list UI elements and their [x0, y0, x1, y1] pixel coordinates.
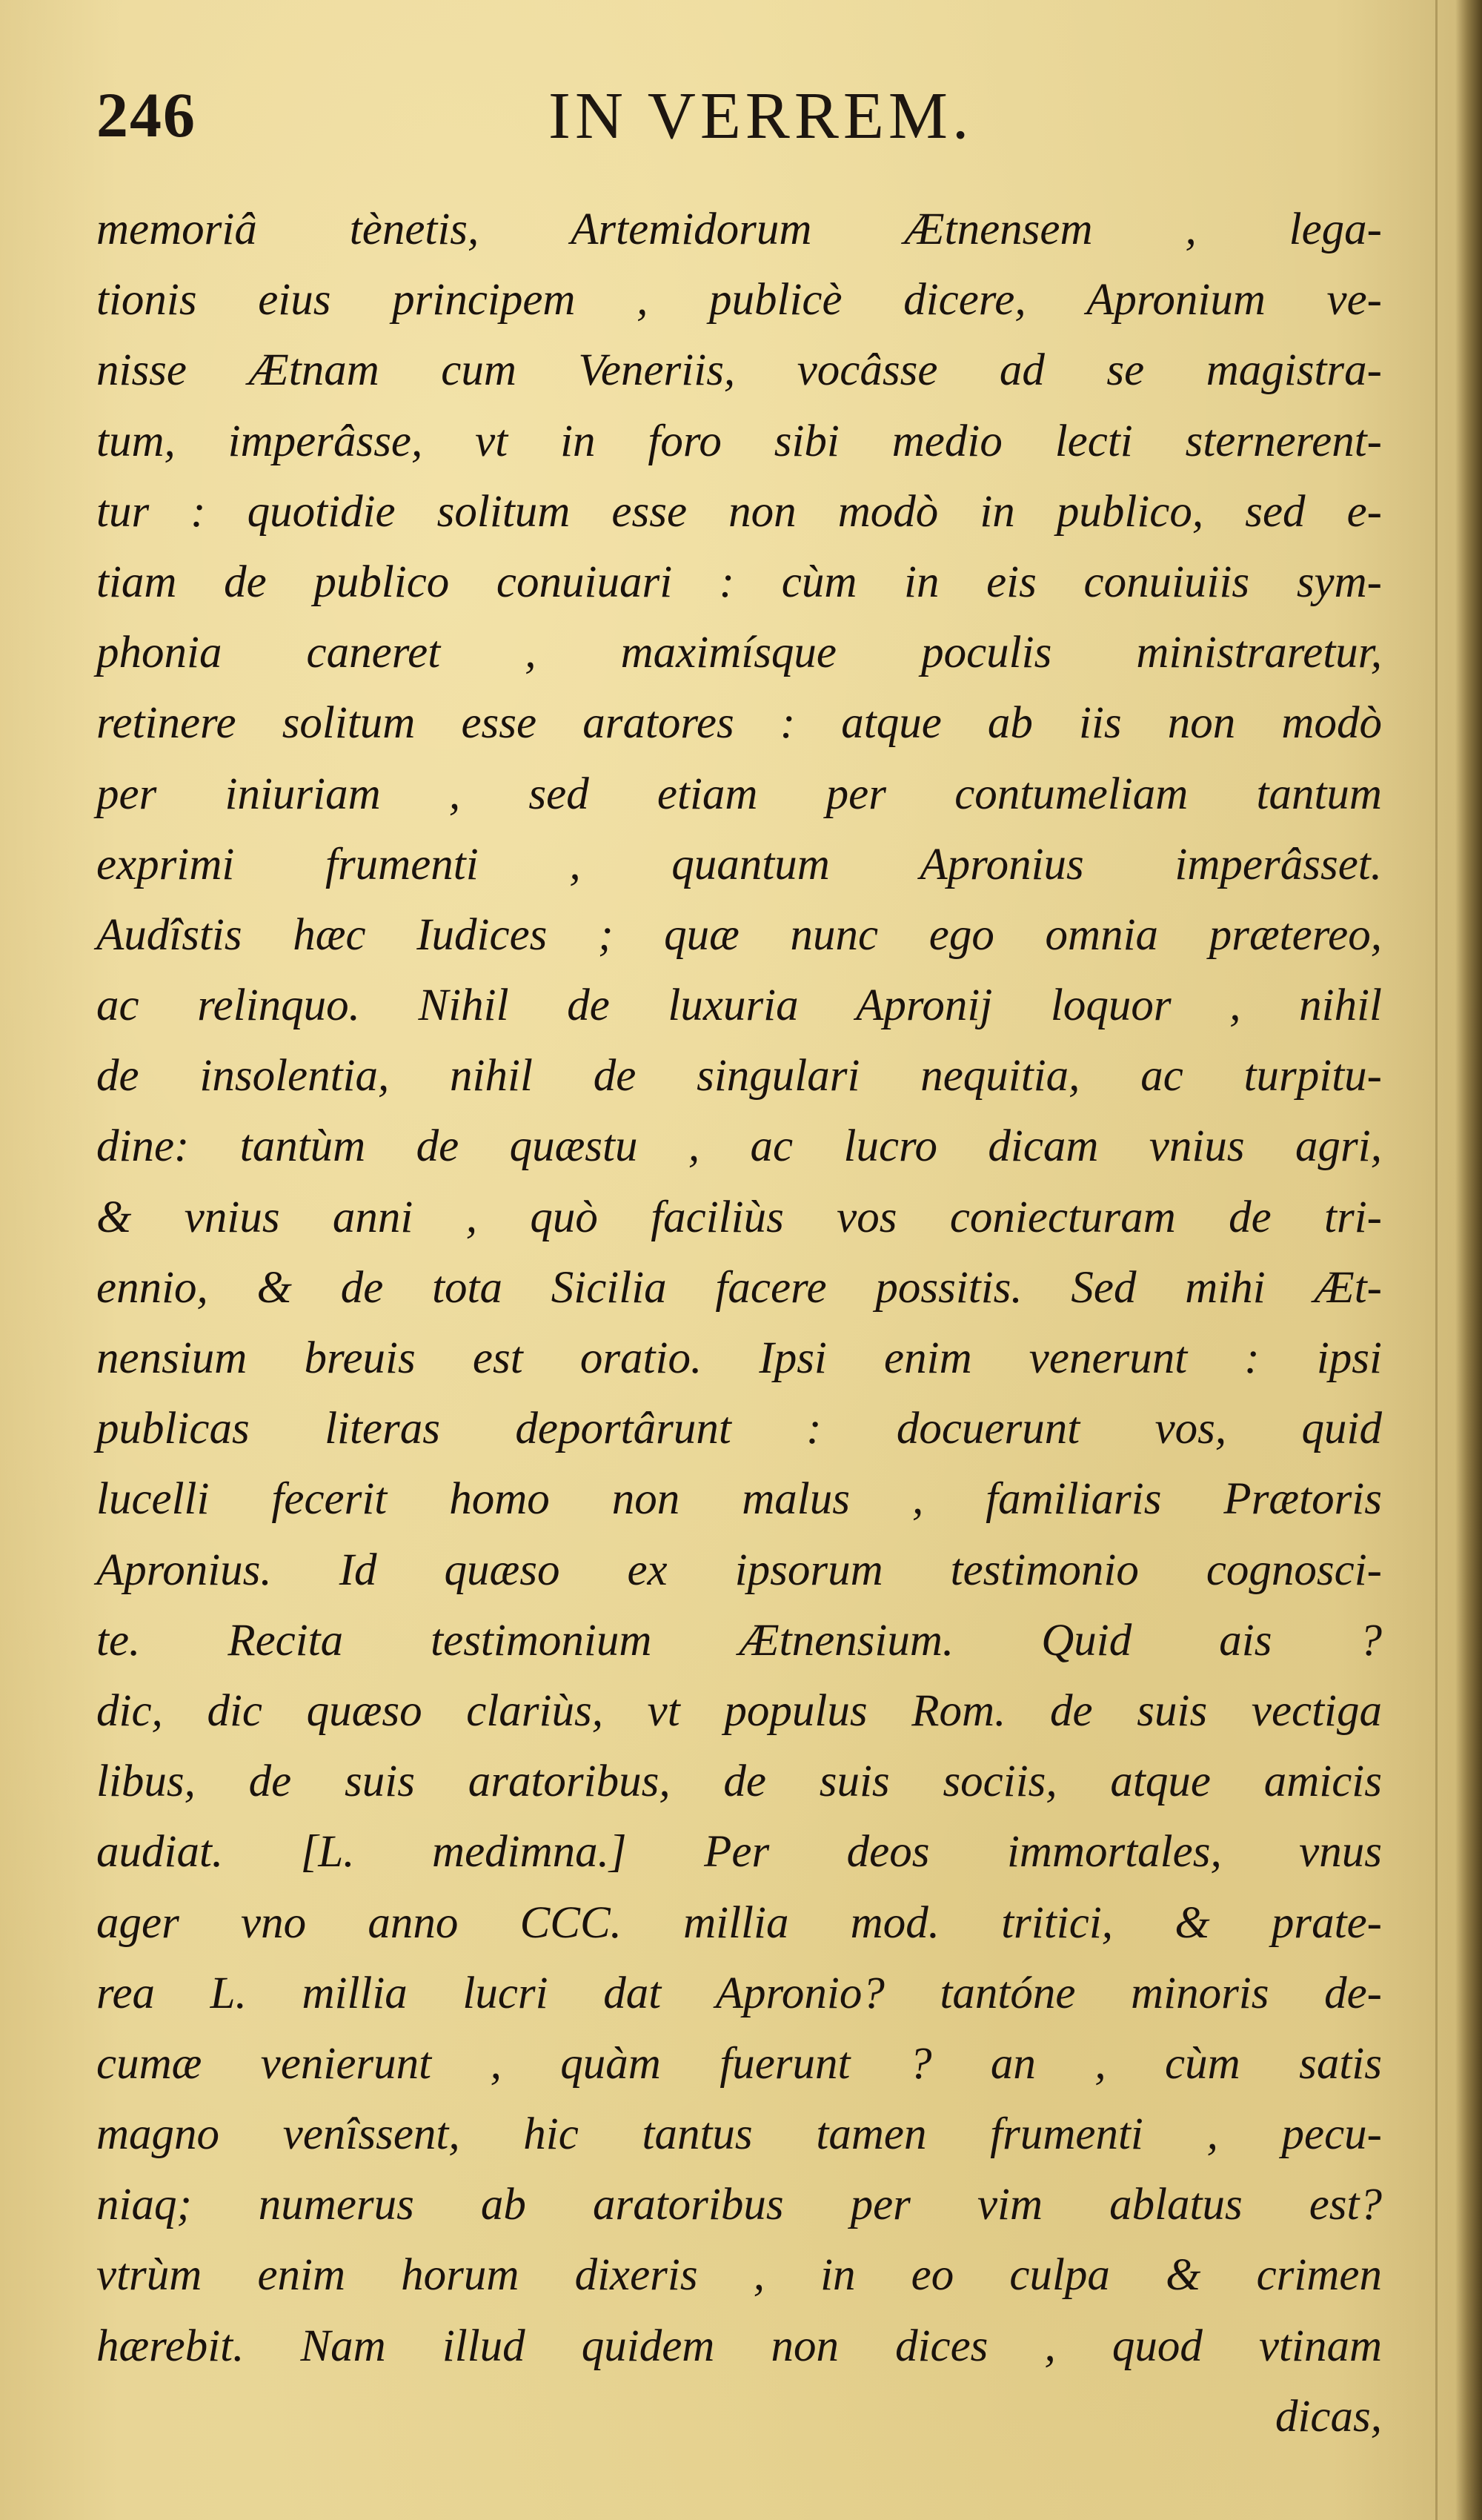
text-line: audiat. [L. medimna.] Per deos immortales, vnus — [96, 1827, 1382, 1877]
text-line: rea L. millia lucri dat Apronio? tantóne minoris de- — [96, 1968, 1382, 2018]
text-line: magno venîssent, hic tantus tamen frumenti , pecu- — [96, 2109, 1382, 2160]
text-line: exprimi frumenti , quantum Apronius imperâsset. — [96, 839, 1382, 889]
text-line: memoriâ tènetis, Artemidorum Ætnensem , lega- — [96, 205, 1382, 254]
text-line: te. Recita testimonium Ætnensium. Quid ais ? — [96, 1615, 1382, 1665]
text-line: publicas literas deportârunt : docuerunt vos, quid — [96, 1404, 1382, 1454]
catchword: dicas, — [1275, 2391, 1382, 2441]
text-line: niaq; numerus ab aratoribus per vim ablatus est? — [96, 2180, 1382, 2230]
text-line: ac relinquo. Nihil de luxuria Apronij loquor , nihil — [96, 981, 1382, 1031]
text-line: tiam de publico conuiuari : cùm in eis conuiuiis sym- — [96, 557, 1382, 607]
text-line: tum, imperâsse, vt in foro sibi medio lecti sternerent- — [96, 416, 1382, 466]
text-line: dic, dic quæso clariùs, vt populus Rom. de suis vectiga — [96, 1685, 1382, 1736]
page-number: 246 — [96, 79, 196, 150]
text-line: lucelli fecerit homo non malus , familiaris Prætoris — [96, 1474, 1382, 1525]
text-line: cumæ venierunt , quàm fuerunt ? an , cùm satis — [96, 2038, 1382, 2089]
body-text — [96, 194, 1382, 2452]
text-line: dine: tantùm de quæstu , ac lucro dicam vnius agri, — [96, 1121, 1382, 1172]
text-line: retinere solitum esse aratores : atque ab iis non modò — [96, 698, 1382, 749]
text-line: ennio, & de tota Sicilia facere possitis. Sed mihi Æt- — [96, 1262, 1382, 1313]
text-line: tionis eius principem , publicè dicere, Apronium ve- — [96, 275, 1382, 325]
text-line: libus, de suis aratoribus, de suis sociis, atque amicis — [96, 1757, 1382, 1807]
text-line: phonia caneret , maximísque poculis ministraretur, — [96, 628, 1382, 678]
text-line: & vnius anni , quò faciliùs vos coniecturam de tri- — [96, 1192, 1382, 1242]
text-line: de insolentia, nihil de singulari nequitia, ac turpitu- — [96, 1051, 1382, 1101]
text-line: nensium breuis est oratio. Ipsi enim venerunt : ipsi — [96, 1333, 1382, 1383]
text-line: Apronius. Id quæso ex ipsorum testimonio cognosci- — [96, 1545, 1382, 1595]
running-head — [96, 78, 1378, 159]
text-line: per iniuriam , sed etiam per contumeliam tantum — [96, 769, 1382, 819]
running-title: IN VERREM. — [548, 79, 974, 153]
text-line: Audîstis hæc Iudices ; quæ nunc ego omnia prætereo, — [96, 909, 1382, 960]
text-line: hærebit. Nam illud quidem non dices , quod vtinam — [96, 2321, 1382, 2371]
text-line: nisse Ætnam cum Veneriis, vocâsse ad se magistra- — [96, 345, 1382, 396]
page-edge-shadow — [1455, 0, 1482, 2520]
page-fold-shadow — [1435, 0, 1438, 2520]
text-line: ager vno anno CCC. millia mod. tritici, & prate- — [96, 1897, 1382, 1948]
text-line: vtrùm enim horum dixeris , in eo culpa & crimen — [96, 2250, 1382, 2301]
text-line: tur : quotidie solitum esse non modò in publico, sed e- — [96, 486, 1382, 537]
